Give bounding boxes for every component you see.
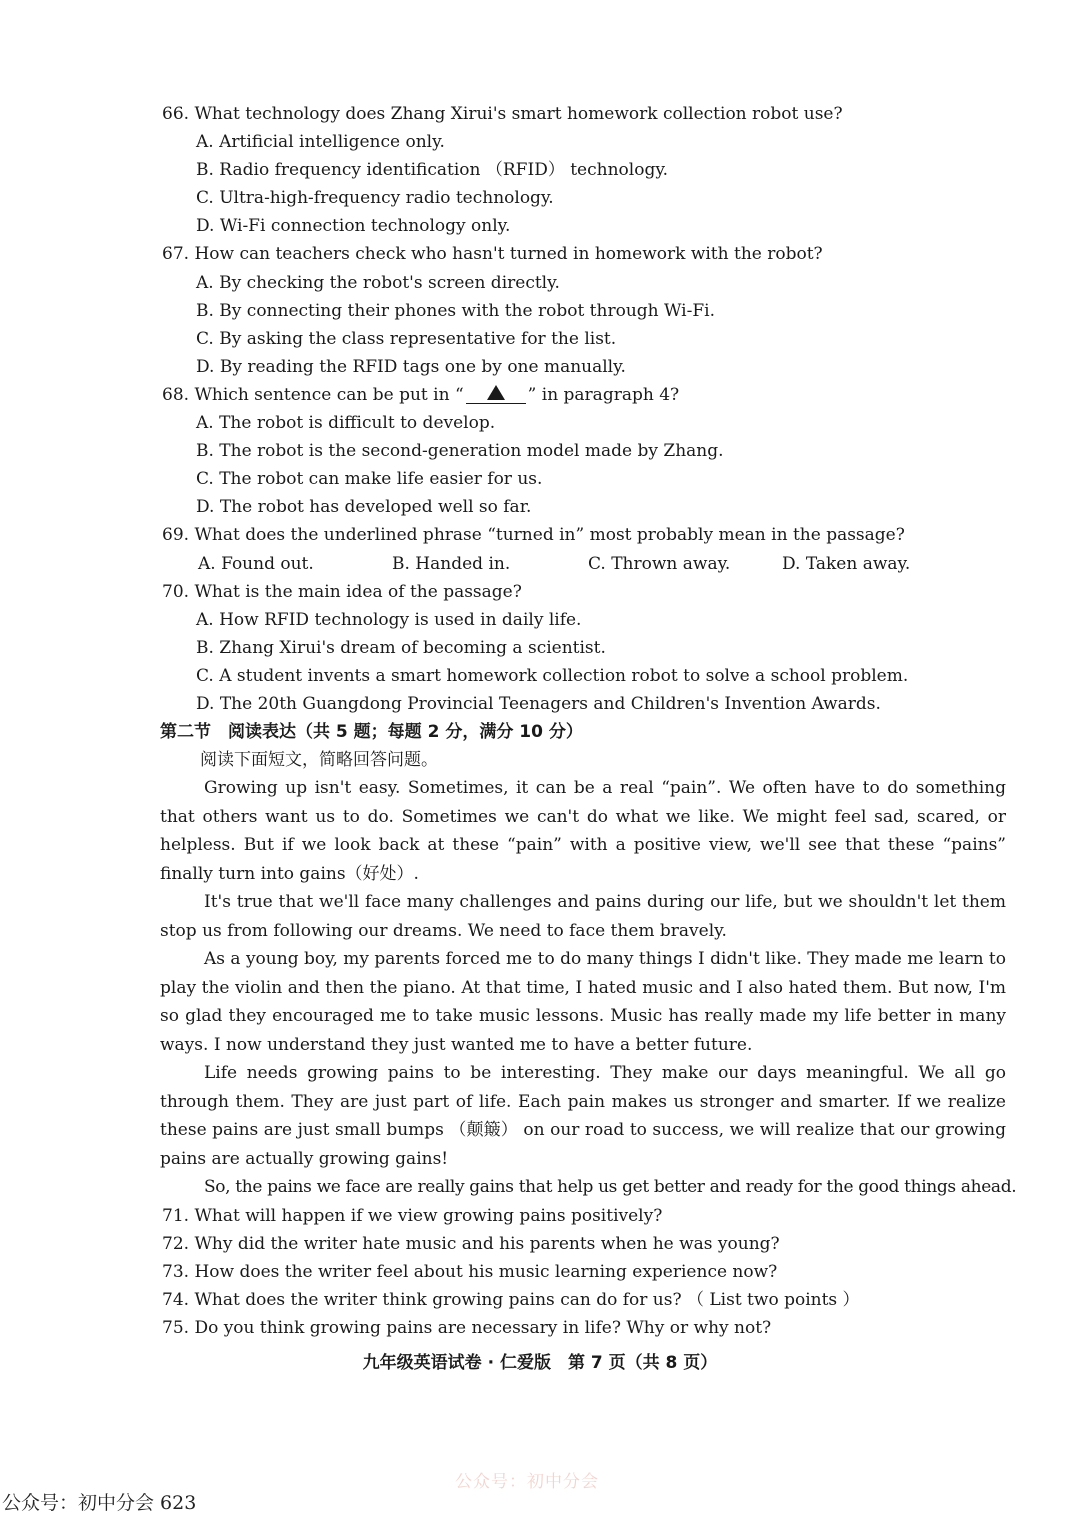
question-68 (160, 381, 1006, 409)
question-72: 72. Why did the writer hate music and his parents when he was young? (162, 1233, 780, 1254)
question-73: 73. How does the writer feel about his music learning experience now? (162, 1261, 778, 1282)
option-69-a: A. Found out. (198, 553, 314, 574)
option-67-b: B. By connecting their phones with the robot through Wi-Fi. (196, 300, 715, 321)
option-67-a: A. By checking the robot's screen directly. (196, 272, 560, 293)
option-68-c: C. The robot can make life easier for us. (196, 469, 543, 490)
question-number: 66. (162, 104, 190, 124)
option-69-c: C. Thrown away. (588, 553, 731, 574)
question-number: 68. (162, 384, 190, 405)
option-69-d: D. Taken away. (782, 553, 911, 574)
question-stem-after: ” in paragraph 4? (527, 384, 680, 405)
watermark-center: 公众号：初中分会 (455, 1472, 599, 1492)
blank-line (466, 383, 526, 404)
question-stem: What technology does Zhang Xirui's smart homework collection robot use? (194, 104, 843, 124)
option-70-b: B. Zhang Xirui's dream of becoming a scientist. (196, 637, 606, 658)
option-70-a: A. How RFID technology is used in daily life. (196, 609, 582, 630)
question-66 (160, 100, 1006, 128)
passage-paragraph-2: It's true that we'll face many challenges and pains during our life, but we shouldn't let them stop us from following our dreams. We need to face them bravely. (160, 892, 1006, 941)
question-71: 71. What will happen if we view growing pains positively? (162, 1205, 663, 1226)
option-66-a: A. Artificial intelligence only. (196, 132, 445, 153)
question-number: 67. (162, 244, 190, 265)
passage-paragraph-3: As a young boy, my parents forced me to do many things I didn't like. They made me learn to play the violin and then the piano. At that time, I hated music and I also hated them. But now, I'm so glad they encouraged me to take music lessons. Music has really made my life better in many ways. I now understand they just wanted me to have a better future. (160, 949, 1006, 1055)
option-66-c: C. Ultra-high-frequency radio technology. (196, 188, 554, 209)
section-heading: 第二节 阅读表达（共 5 题；每题 2 分，满分 10 分） (160, 722, 583, 743)
question-stem: What does the underlined phrase “turned in” most probably mean in the passage? (194, 525, 905, 546)
question-stem: What is the main idea of the passage? (194, 581, 522, 602)
option-67-c: C. By asking the class representative for the list. (196, 328, 617, 349)
option-70-d: D. The 20th Guangdong Provincial Teenagers and Children's Invention Awards. (196, 693, 881, 714)
exam-content (160, 100, 1017, 1342)
question-74: 74. What does the writer think growing pains can do for us? （ List two points ） (162, 1290, 860, 1311)
question-75: 75. Do you think growing pains are necessary in life? Why or why not? (162, 1318, 772, 1339)
option-67-d: D. By reading the RFID tags one by one manually. (196, 356, 626, 377)
question-69 (160, 521, 1006, 549)
question-number: 69. (162, 525, 190, 546)
option-68-b: B. The robot is the second-generation model made by Zhang. (196, 441, 724, 462)
option-68-a: A. The robot is difficult to develop. (196, 413, 496, 434)
option-66-d: D. Wi-Fi connection technology only. (196, 216, 511, 237)
section-instruction: 阅读下面短文，简略回答问题。 (200, 750, 438, 771)
triangle-icon (487, 385, 505, 400)
passage-paragraph-1: Growing up isn't easy. Sometimes, it can be a real “pain”. We often have to do something that others want us to do. Sometimes we can't do what we like. We might feel sad, scared, or helpless. But if we look back at these “pain” with a positive view, we'll see that these “pains” finally turn into gains（好处）. (160, 778, 1006, 884)
option-70-c: C. A student invents a smart homework collection robot to solve a school problem. (196, 665, 909, 686)
question-number: 70. (162, 581, 190, 602)
option-68-d: D. The robot has developed well so far. (196, 497, 532, 518)
question-70 (160, 578, 1006, 606)
option-69-b: B. Handed in. (392, 553, 511, 574)
watermark-left: 公众号：初中分会 623 (2, 1492, 197, 1514)
options-69 (160, 550, 1006, 578)
page-footer: 九年级英语试卷 · 仁爱版 第 7 页（共 8 页） (362, 1353, 718, 1373)
question-stem-before: Which sentence can be put in “ (194, 384, 464, 405)
option-66-b: B. Radio frequency identification （RFID） technology. (196, 160, 669, 181)
question-67 (160, 240, 1006, 268)
passage-paragraph-4: Life needs growing pains to be interesting. They make our days meaningful. We all go through them. They are just part of life. Each pain makes us stronger and smarter. If we realize these pains are just small bumps （颠簸） on our road to success, we will realize that our growing pains are actually growing gains! (160, 1063, 1006, 1169)
passage-paragraph-5: So, the pains we face are really gains that help us get better and ready for the good things ahead. (204, 1177, 1017, 1198)
question-stem: How can teachers check who hasn't turned in homework with the robot? (194, 244, 823, 265)
